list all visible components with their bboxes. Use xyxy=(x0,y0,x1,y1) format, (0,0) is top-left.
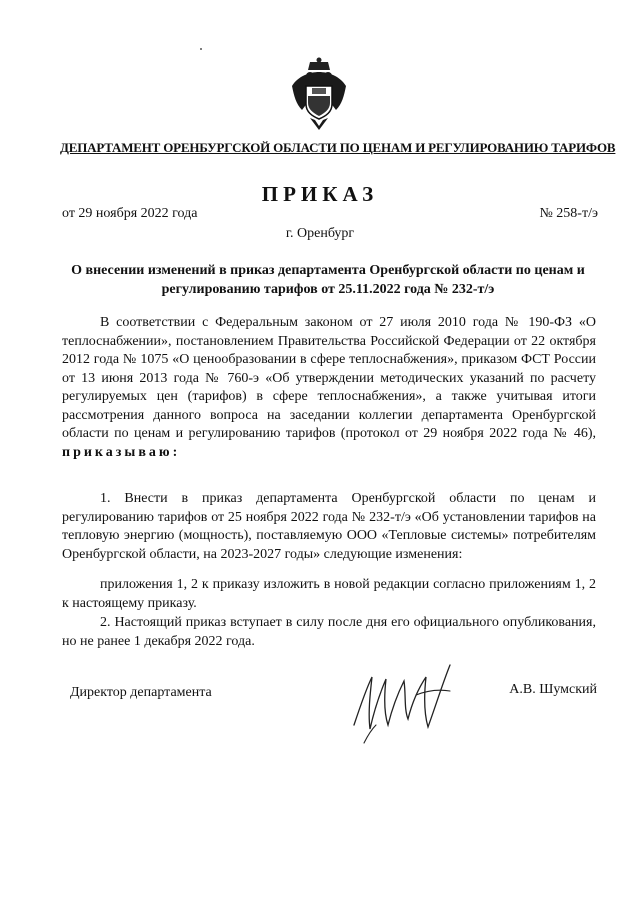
item-1-sub-paragraph: приложения 1, 2 к приказу изложить в новой редакции согласно приложениям 1, 2 к настоящему приказу. xyxy=(62,577,596,611)
document-date: от 29 ноября 2022 года xyxy=(62,206,198,221)
document-city: г. Оренбург xyxy=(285,226,355,241)
document-title: ПРИКАЗ xyxy=(261,182,379,206)
document-subject: О внесении изменений в приказ департамента Оренбургской области по ценам и регулированию тарифов от 25.11.2022 года № 232-т/э xyxy=(71,263,585,297)
order-word: приказываю: xyxy=(62,444,181,460)
signatory-role: Директор департамента xyxy=(70,685,212,700)
preamble-paragraph xyxy=(62,314,596,462)
handwritten-signature xyxy=(346,655,464,745)
item-1-paragraph: 1. Внести в приказ департамента Оренбургской области по ценам и регулированию тарифов от 25 ноября 2022 года № 232-т/э «Об установлении тарифов на тепловую энергию (мощность), поставляемую ООО «Тепловые системы» потребителям Оренбургской области, на 2023-2027 годы» следующие изменения: xyxy=(62,491,596,562)
preamble-text: В соответствии с Федеральным законом от 27 июля 2010 года № 190-ФЗ «О теплоснабжении», постановлением Правительства Российской Федерации от 22 октября 2012 года № 1075 «О ценообразовании в сфере теплоснабжения», приказом ФСТ России от 13 июня 2013 года № 760-э «Об утверждении методических указаний по расчету регулируемых цен (тарифов) в сфере теплоснабжения», а также учитывая итоги рассмотрения данного вопроса на заседании коллегии департамента Оренбургской области по ценам и регулированию тарифов (протокол от 29 ноября 2022 года № 46), xyxy=(62,315,596,441)
coat-of-arms-icon xyxy=(288,56,350,134)
speck xyxy=(200,48,202,50)
department-name: ДЕПАРТАМЕНТ ОРЕНБУРГСКОЙ ОБЛАСТИ ПО ЦЕНАМ И РЕГУЛИРОВАНИЮ ТАРИФОВ xyxy=(60,140,616,155)
signatory-name: А.В. Шумский xyxy=(509,682,597,697)
item-2-paragraph: 2. Настоящий приказ вступает в силу после дня его официального опубликования, но не ранее 1 декабря 2022 года. xyxy=(62,615,596,649)
document-number: № 258-т/э xyxy=(539,206,598,221)
